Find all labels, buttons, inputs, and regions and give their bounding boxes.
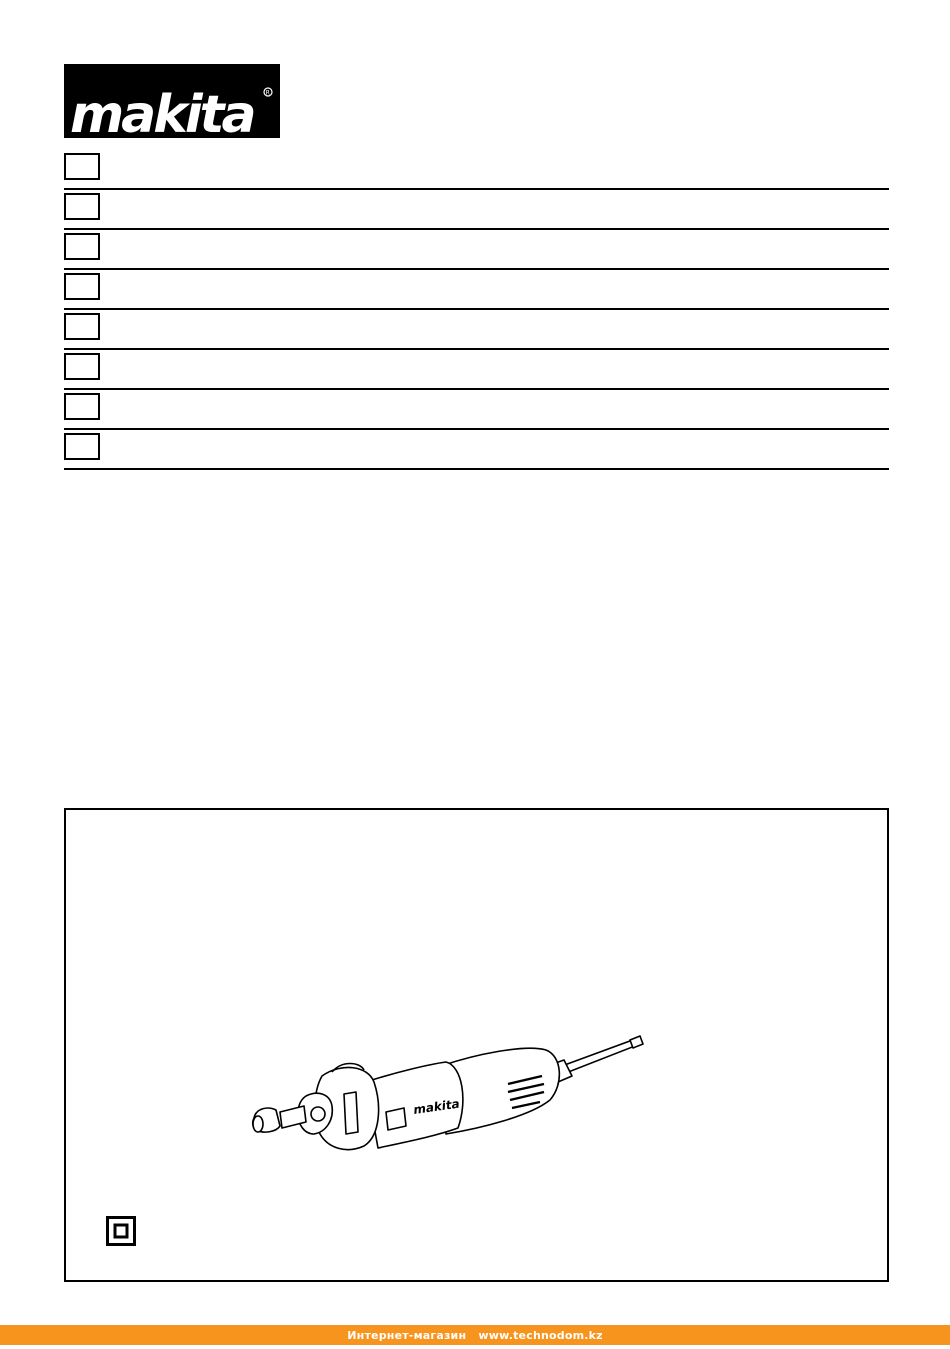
- language-code-box: [64, 273, 100, 300]
- makita-logo: [64, 64, 280, 138]
- tool-brand-label: makita: [412, 1096, 461, 1117]
- footer-store-text: Интернет-магазин www.technodom.kz: [347, 1328, 603, 1342]
- language-row-1: [64, 150, 889, 190]
- language-code-box: [64, 433, 100, 460]
- language-code-box: [64, 193, 100, 220]
- language-row-7: [64, 390, 889, 430]
- makita-logo-wordmark: makita: [70, 85, 254, 138]
- footer-bar: [0, 1325, 950, 1345]
- language-code-box: [64, 393, 100, 420]
- language-code-box: [64, 353, 100, 380]
- language-row-2: [64, 190, 889, 230]
- language-row-5: [64, 310, 889, 350]
- language-row-8: [64, 430, 889, 470]
- language-row-3: [64, 230, 889, 270]
- language-code-box: [64, 313, 100, 340]
- class-ii-double-insulation-icon: [106, 1216, 136, 1246]
- language-row-6: [64, 350, 889, 390]
- language-row-4: [64, 270, 889, 310]
- language-list: [64, 150, 889, 470]
- die-grinder-illustration: [246, 1020, 666, 1170]
- language-code-box: [64, 153, 100, 180]
- product-illustration-frame: [64, 808, 889, 1282]
- language-code-box: [64, 233, 100, 260]
- svg-text:R: R: [265, 89, 270, 97]
